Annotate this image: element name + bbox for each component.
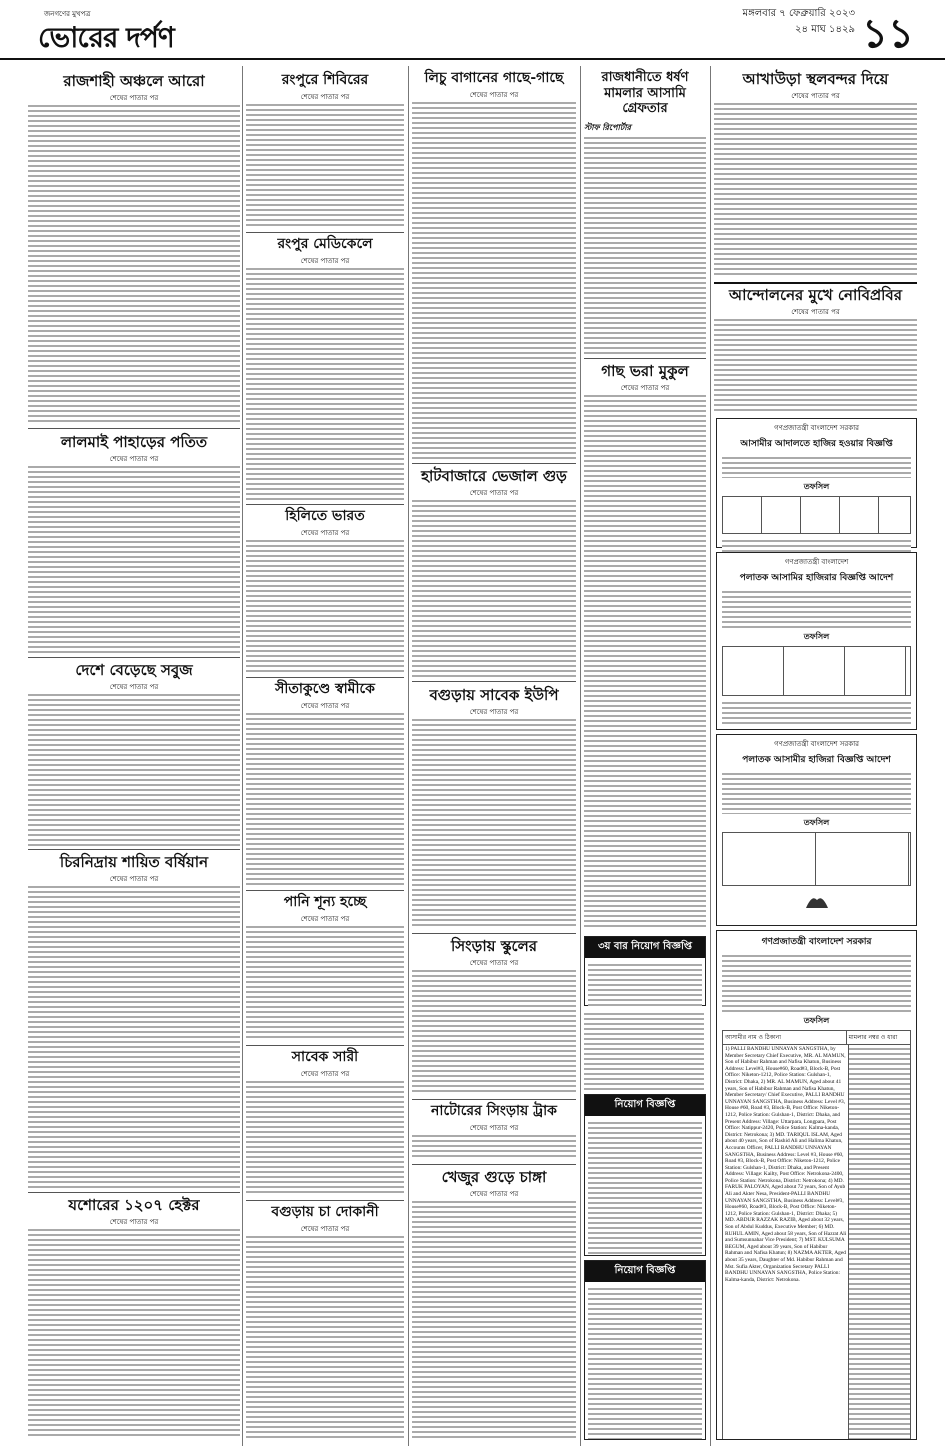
newspaper-logo: ভোরের দর্পণ [38, 21, 174, 54]
continued-label: শেষের পাতার পর [109, 875, 159, 883]
notice-header: গণপ্রজাতন্ত্রী বাংলাদেশ সরকার [761, 937, 872, 947]
article-body [246, 1078, 404, 1196]
notice-header: গণপ্রজাতন্ত্রী বাংলাদেশ [784, 558, 849, 566]
continued-label: শেষের পাতার পর [300, 93, 350, 101]
schedule-table [722, 496, 911, 534]
article-body [714, 316, 917, 412]
article-body [412, 967, 576, 1095]
headline-rangpur-medical: রংপুর মেডিকেলে [277, 236, 373, 252]
continued-label: শেষের পাতার পর [469, 959, 519, 967]
headline-sabek-sari: সাবেক সারী [291, 1049, 359, 1065]
continued-label: শেষের পাতার পর [469, 1190, 519, 1198]
headline-rajshahi: রাজশাহী অঞ্চলে আরো [63, 72, 205, 90]
article-body [584, 134, 706, 354]
bangla-date: ২৪ মাঘ ১৪২৯ [795, 24, 855, 35]
article-divider [412, 463, 576, 464]
continued-label: শেষের পাতার পর [109, 683, 159, 691]
headline-sobuj: দেশে বেড়েছে সবুজ [75, 661, 193, 679]
notice-title: ৩য় বার নিয়োগ বিজ্ঞপ্তি [585, 937, 705, 958]
article-divider [28, 1192, 240, 1193]
headline-lichu: লিচু বাগানের গাছে-গাছে [424, 70, 564, 86]
article-body [28, 102, 240, 424]
article-divider [584, 358, 706, 359]
continued-label: শেষের পাতার পর [300, 1225, 350, 1233]
recruitment-notice-box [584, 1260, 706, 1440]
case-list [849, 1045, 910, 1440]
notice-title: পলাতক আসামীর হাজিরা বিজ্ঞপ্তি আদেশ [742, 755, 891, 765]
article-body [246, 101, 404, 229]
article-body [246, 923, 404, 1041]
article-body [246, 1233, 404, 1438]
article-divider [412, 933, 576, 934]
notice-body [588, 1119, 702, 1255]
article-divider [246, 1045, 404, 1046]
continued-label: শেষের পাতার পর [469, 1124, 519, 1132]
schedule-label: তফসিল [803, 1016, 830, 1025]
continued-label: শেষের পাতার পর [109, 1218, 159, 1226]
headline-nobipro: আন্দোলনের মুখে নোবিপ্রবির [728, 286, 903, 304]
continued-label: শেষের পাতার পর [300, 702, 350, 710]
recruitment-notice-box [584, 936, 706, 1006]
schedule-col-accused: আসামীর নাম ও ঠিকানা [723, 1031, 847, 1044]
article-divider [246, 232, 404, 233]
article-divider [412, 681, 576, 682]
headline-hili: হিলিতে ভারত [285, 508, 365, 524]
column-divider [710, 66, 711, 1446]
article-body [714, 100, 917, 278]
headline-singra-school: সিংড়ায় স্কুলের [450, 937, 538, 955]
headline-bogura-cha: বগুড়ায় চা দোকানী [271, 1204, 379, 1220]
recruitment-notice-box [584, 1094, 706, 1256]
notice-title: নিয়োগ বিজ্ঞপ্তি [585, 1261, 705, 1282]
article-body [412, 1132, 576, 1160]
court-notice-box [716, 418, 917, 548]
headline-dhaka-dhorshon: রাজধানীতে ধর্ষণ মামলার আসামি গ্রেফতার [601, 70, 689, 117]
headline-akhaura: আখাউড়া স্থলবন্দর দিয়ে [742, 70, 889, 88]
notice-body [722, 952, 911, 1012]
schedule-label: তফসিল [803, 818, 830, 827]
notice-body [722, 770, 911, 814]
notice-body [722, 454, 911, 478]
accused-list: 1) PALLI BANDHU UNNAYAN SANGSTHA, by Member Secretary Chief Executive, MR. AL MAMUN, Son of Habibur Rahman and Nafisa Khatun, Business Address: Level#3, House#60, Road#3, Block-B, Post Office: Niketon-1212, Police Station: Gulshan-1, District: Dhaka, 2) MR. AL MAMUN, Aged about 41 years, Son of Habibur Rahman and Nafisa Khatun, Member Secretary/ Chief Executive, PALLI BANDHU UNNAYAN SANGSTHA, Business Address: Level #3, House #60, Road #3, Block-B, Post Office: Niketon-1212, Police Station: Gulshan-1, District: Dhaka, and Present Address: Village: Uttarpara, Longpara, Post Office: Natippur-2420, Police Station: Kalma-kanda, District: Netrokona; 3) MD. TARIQUL ISLAM, Aged about 40 years, Son of Rashid Ali and Halima Khatun, Accounts Officer, PALLI BANDHU UNNAYAN SANGSTHA, Business Address: Level #3, House #60, Road #3, Block-B, Post Office: Niketon-1212, Police Station: Gulshan-1, District: Dhaka, and Present Address: Village: Kailty, Post Office: Netrokona-2400, Police Station: Netrokona, District: Netrokona; 4) MD. FARUK PALOYAN, Aged about 72 years, Son of Ayub Ali and Akter Nesa, President-PALLI BANDHU UNNAYAN SANGSTHA, Business Address: Level#3, House#60, Road#3, Block-B, Post Office: Niketon-1212, Police Station: Gulshan-1, District: Dhaka; 5) MD. ABDUR RAZZAK RAZIB, Aged about 32 years, Son of Abdul Kuddus, Executive Member; 6) MD. RUHUL AMIN, Aged about 58 years, Son of Hazrat Ali and Sumsunnahar Vice President; 7) MST. KULSUMA BEGUM, Aged about 39 years, Son of Habibur Rahman and Nafisa Khatun; 8) NAZMA AKTER, Aged about 35 years, Daughter of Md. Habibur Rahman and Mst. Sufia Akter, Organization Secretary PALLI BANDHU UNNAYAN SANGSTHA, Police Station: Kalma-kanda, District: Netrokona. [723, 1045, 849, 1440]
article-body [246, 265, 404, 500]
continued-label: শেষের পাতার পর [300, 529, 350, 537]
govt-seal-icon [804, 892, 830, 910]
article-divider [412, 1099, 576, 1100]
headline-sitakunda: সীতাকুণ্ডে স্বামীকে [275, 681, 375, 697]
headline-lalmai: লালমাই পাহাড়ের পতিত [60, 433, 208, 451]
column-divider [408, 66, 409, 1446]
notice-body [584, 1010, 704, 1090]
article-body [246, 710, 404, 886]
schedule-header [722, 1030, 911, 1045]
article-divider [246, 1200, 404, 1201]
headline-bogura-up: বগুড়ায় সাবেক ইউপি [429, 686, 559, 704]
court-notice-box [716, 734, 917, 926]
continued-label: শেষের পাতার পর [300, 257, 350, 265]
article-body [412, 99, 576, 459]
article-divider [28, 657, 240, 658]
continued-label: শেষের পাতার পর [791, 92, 840, 100]
headline-jessore: যশোরের ১২০৭ হেক্টর [68, 1196, 200, 1214]
court-notice-box [716, 552, 917, 730]
article-body [28, 691, 240, 846]
continued-label: শেষের পাতার পর [300, 1070, 350, 1078]
notice-body [588, 961, 702, 1007]
notice-header: গণপ্রজাতন্ত্রী বাংলাদেশ সরকার [774, 424, 859, 432]
notice-header: গণপ্রজাতন্ত্রী বাংলাদেশ সরকার [774, 740, 859, 748]
court-notice-box [716, 930, 917, 1440]
headline-khejur-gur: খেজুর গুড়ে চাঙ্গা [441, 1168, 547, 1186]
column-divider [580, 66, 581, 1446]
article-divider [412, 1164, 576, 1165]
article-divider [246, 890, 404, 891]
article-body [28, 883, 240, 1188]
schedule-label: তফসিল [803, 632, 830, 641]
notice-title: নিয়োগ বিজ্ঞপ্তি [585, 1095, 705, 1116]
headline-pani: পানি শূন্য হচ্ছে [283, 894, 367, 910]
masthead-tagline: জনগণের মুখপত্র [44, 10, 91, 18]
schedule-col-case: মামলার নম্বর ও ধারা [848, 1034, 898, 1041]
continued-label: শেষের পাতার পর [620, 384, 670, 392]
continued-label: শেষের পাতার পর [300, 915, 350, 923]
article-body [246, 537, 404, 673]
notice-body [722, 588, 911, 628]
headline-bhejal-gur: হাটবাজারে ভেজাল গুড় [421, 467, 567, 485]
article-body [28, 1226, 240, 1436]
article-body [412, 1198, 576, 1438]
headline-chironidra: চিরনিদ্রায় শায়িত বর্ষিয়ান [59, 853, 209, 871]
schedule-label: তফসিল [803, 482, 830, 491]
page-number: ১১ [862, 10, 914, 57]
headline-rangpur-shibir: রংপুরে শিবিরের [281, 72, 369, 88]
notice-body [588, 1285, 702, 1439]
headline-gach-mukul: গাছ ভরা মুকুল [601, 362, 689, 380]
column-divider [242, 66, 243, 1446]
continued-label: শেষের পাতার পর [109, 455, 159, 463]
continued-label: শেষের পাতার পর [109, 94, 159, 102]
headline-natore-truck: নাটোরের সিংড়ায় ট্রাক [431, 1103, 557, 1119]
notice-body [722, 537, 911, 553]
notice-title: পলাতক আসামির হাজিরার বিজ্ঞপ্তি আদেশ [739, 573, 894, 583]
article-divider [246, 504, 404, 505]
notice-body [722, 699, 911, 725]
notice-title: আসামীর আদালতে হাজির হওয়ার বিজ্ঞপ্তি [740, 439, 893, 449]
schedule-table [722, 646, 911, 696]
article-body [412, 716, 576, 929]
article-divider [28, 428, 240, 429]
article-divider [28, 849, 240, 850]
continued-label: শেষের পাতার পর [469, 91, 519, 99]
article-body [412, 497, 576, 677]
schedule-table [722, 1045, 911, 1440]
continued-label: শেষের পাতার পর [469, 708, 519, 716]
article-body [584, 392, 706, 930]
date-line: মঙ্গলবার ৭ ফেব্রুয়ারি ২০২৩ [742, 8, 855, 19]
schedule-table [722, 832, 911, 886]
article-divider [246, 677, 404, 678]
continued-label: শেষের পাতার পর [469, 489, 519, 497]
article-body [28, 463, 240, 653]
byline: স্টাফ রিপোর্টার [584, 123, 631, 132]
continued-label: শেষের পাতার পর [791, 308, 840, 316]
